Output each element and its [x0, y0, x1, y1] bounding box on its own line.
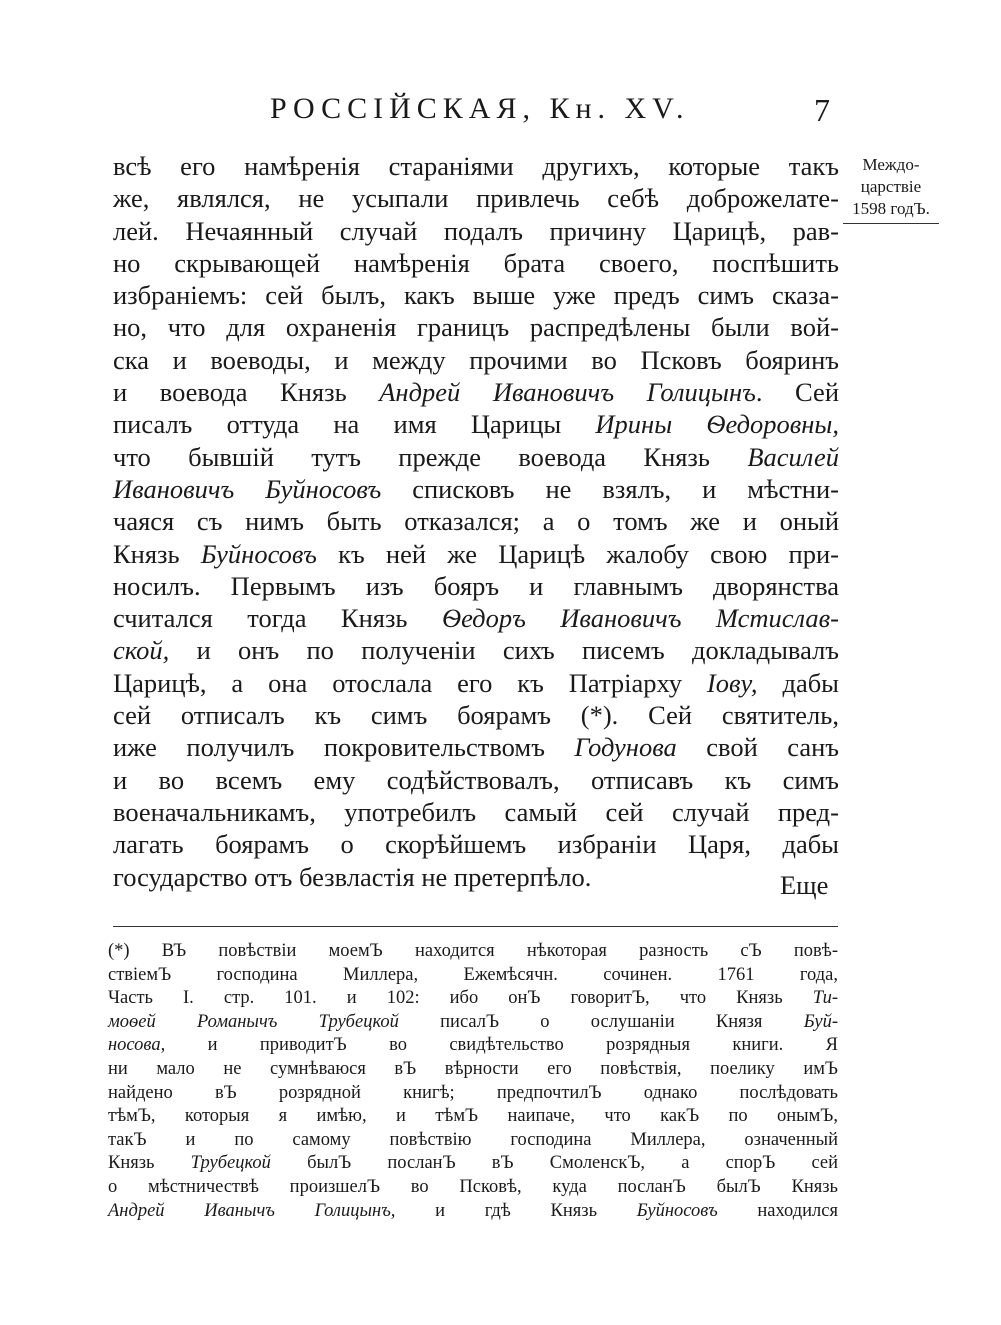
text-segment: дабы — [757, 667, 839, 698]
italic-name: Василей — [747, 441, 839, 472]
text-line — [113, 731, 839, 763]
text-line — [113, 538, 839, 570]
text-line — [108, 1152, 838, 1176]
text-line — [108, 1034, 838, 1058]
text-line — [113, 634, 839, 666]
text-segment: чаяся съ нимъ быть отказался; а о томъ же и оный — [113, 506, 839, 537]
text-segment: . Сей — [755, 377, 840, 408]
text-line — [113, 182, 839, 214]
text-segment: ска и воеводы, и между прочими во Псковъ бояринъ — [113, 344, 839, 375]
text-segment: Часть I. стр. 101. и 102: ибо онЪ говоритЪ, что Князь — [108, 988, 813, 1009]
margin-note-line: царствіе — [860, 177, 922, 196]
italic-name: Андрей Ивановичъ Голицынъ — [379, 377, 756, 408]
italic-name: Іову, — [706, 667, 758, 698]
text-segment: списковъ не взялъ, и мѣстни- — [381, 473, 839, 504]
text-segment: и во всемъ ему содѣйствовалъ, отписавъ къ симъ — [113, 764, 839, 795]
text-line — [108, 987, 838, 1011]
italic-name: Трубецкой — [190, 1153, 271, 1174]
text-segment: военачальникамъ, употребилъ самый сей случай пред- — [113, 796, 839, 827]
text-segment: и воевода Князь — [113, 377, 380, 408]
text-segment: сей отписалъ къ симъ боярамъ (*). Сей святитель, — [113, 700, 839, 731]
text-line — [108, 1058, 838, 1082]
text-segment: считался тогда Князь — [113, 603, 442, 634]
running-head: РОССІЙСКАЯ, Кн. XV. — [270, 92, 690, 125]
text-line — [113, 247, 839, 279]
text-segment: лагать боярамъ о скорѣйшемъ избраніи Царя, дабы — [113, 829, 839, 860]
text-segment: но, что для охраненія границъ распредѣлены были вой- — [113, 312, 839, 343]
text-line — [108, 1011, 838, 1035]
text-segment: находился — [717, 1200, 838, 1221]
italic-name: носова — [108, 1035, 161, 1056]
text-segment: избраніемъ: сей былъ, какъ выше уже предъ симъ сказа- — [113, 280, 839, 311]
text-segment: но скрывающей намѣренія брата своего, поспѣшить — [113, 247, 839, 278]
text-segment: что бывшій тутъ прежде воевода Князь — [113, 441, 748, 472]
text-segment: лей. Нечаянный случай подалъ причину Царицѣ, рав- — [113, 215, 839, 246]
page-number: 7 — [814, 92, 830, 128]
text-line — [113, 344, 839, 376]
text-line — [108, 940, 838, 964]
text-line — [113, 570, 839, 602]
text-segment: носилъ. Первымъ изъ бояръ и главнымъ дворянства — [113, 570, 839, 601]
text-segment: свой санъ — [676, 732, 839, 763]
text-line — [113, 828, 839, 860]
text-segment: и онъ по полученіи сихъ писемъ докладывалъ — [169, 635, 839, 666]
footnote-rule — [113, 926, 838, 927]
text-segment: такЪ и по самому повѣствію господина Миллера, означенный — [108, 1129, 838, 1150]
text-line — [113, 602, 839, 634]
italic-name: Ирины Ѳедоровны, — [595, 409, 839, 440]
italic-name: Ѳедоръ Ивановичъ Мстислав- — [441, 603, 839, 634]
text-segment: (*) ВЪ повѣствіи моемЪ находится нѣкоторая разность сЪ повѣ- — [108, 941, 838, 961]
text-segment: Царицѣ, а она отослала его къ Патріарху — [113, 667, 707, 698]
footnote — [108, 940, 838, 1223]
italic-name: моѳей Романычъ Трубецкой — [108, 1011, 399, 1032]
italic-name: Буйносовъ — [636, 1200, 718, 1221]
text-line — [113, 667, 839, 699]
text-segment: писалъ оттуда на имя Царицы — [113, 409, 596, 440]
text-line — [113, 796, 839, 828]
text-line — [113, 699, 839, 731]
text-segment: иже получилъ покровительствомъ — [113, 732, 575, 763]
main-text — [113, 150, 839, 893]
text-line — [113, 150, 839, 182]
text-segment: писалЪ о ослушаніи Князя — [398, 1011, 804, 1032]
text-line — [113, 408, 839, 440]
italic-name: Ивановичъ Буйносовъ — [113, 473, 382, 504]
text-segment: , и приводитЪ во свидѣтельство розрядныя книги. Я — [160, 1035, 838, 1056]
text-segment: о мѣстничествѣ произшелЪ во Псковѣ, куда посланЪ былЪ Князь — [108, 1176, 838, 1197]
text-segment: найдено вЪ розрядной книгѣ; предпочтилЪ однако послѣдовать — [108, 1082, 838, 1103]
text-segment: Князь — [113, 538, 201, 569]
italic-name: ской, — [113, 635, 170, 666]
italic-name: Годунова — [574, 732, 677, 763]
italic-name: Ти- — [812, 988, 838, 1009]
text-segment: всѣ его намѣренія стараніями другихъ, которые такъ — [113, 151, 839, 181]
italic-name: Андрей Иванычъ Голицынъ, — [108, 1200, 396, 1221]
text-line — [108, 1105, 838, 1129]
margin-note-rule — [843, 223, 939, 224]
text-line — [108, 1082, 838, 1106]
text-line — [108, 964, 838, 988]
text-line — [113, 505, 839, 537]
text-line — [113, 376, 839, 408]
text-line — [113, 215, 839, 247]
text-segment: и гдѣ Князь — [395, 1200, 637, 1221]
margin-note — [843, 154, 939, 224]
text-segment: государство отъ безвластія не претерпѣло. — [113, 861, 592, 892]
text-line — [108, 1176, 838, 1200]
margin-note-line: Междо- — [862, 155, 920, 174]
text-segment: ствіемЪ господина Миллера, Ежемѣсячн. сочинен. 1761 года, — [108, 964, 838, 985]
italic-name: Буйносовъ — [200, 538, 317, 569]
text-segment: ни мало не сумнѣваюся вЪ вѣрности его повѣствія, поелику имЪ — [108, 1058, 838, 1079]
text-line — [113, 764, 839, 796]
text-line — [113, 861, 839, 893]
margin-note-line: 1598 годЪ. — [852, 199, 930, 218]
text-segment: тѣмЪ, которыя я имѣю, и тѣмЪ наипаче, что какЪ по онымЪ, — [108, 1106, 838, 1127]
text-segment: же, являлся, не усыпали привлечь себѣ доброжелате- — [113, 183, 839, 214]
text-segment: былЪ посланЪ вЪ СмоленскЪ, а спорЪ сей — [270, 1153, 838, 1174]
catchword: Еще — [780, 870, 829, 900]
text-line — [113, 441, 839, 473]
text-line — [108, 1129, 838, 1153]
text-line — [108, 1200, 838, 1224]
italic-name: Буй- — [803, 1011, 838, 1032]
text-line — [113, 473, 839, 505]
text-line — [113, 279, 839, 311]
text-segment: Князь — [108, 1153, 191, 1174]
text-segment: къ ней же Царицѣ жалобу свою при- — [316, 538, 839, 569]
text-line — [113, 311, 839, 343]
